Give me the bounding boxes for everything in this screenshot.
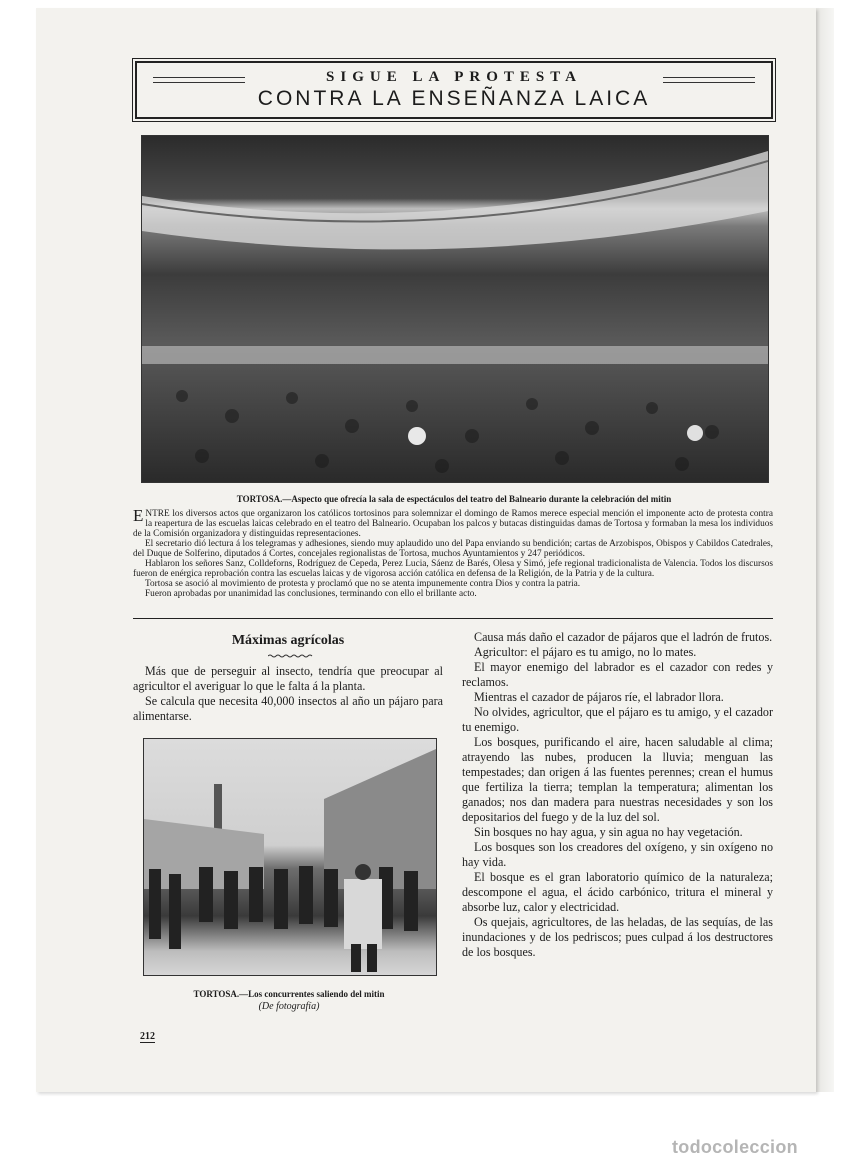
article-paragraph-3: Hablaron los señores Sanz, Colldeforns, Rodríguez de Cepeda, Perez Lucia, Sáenz de Barés, Olesa y Simó, jefe regional tradicionalista de Valencia. Todos los discursos fueron de enérgica reprobación contra las escuelas laicas y de vigorosa acción católica en defensa de la Religión, de la Patria y de la cultura. bbox=[133, 559, 773, 579]
crowd-leaving-photo bbox=[143, 738, 437, 976]
article-paragraph-1: ENTRE los diversos actos que organizaron los católicos tortosinos para solemnizar el domingo de Ramos merece especial mención el imponente acto de protesta contra la reapertura de las escuelas laicas celebrado en el teatro del Balneario. Ocupaban los palcos y butacas distinguidas damas de Tortosa y formaban la mesa los individuos de la Comisión organizadora y distinguidas representaciones. bbox=[133, 506, 773, 539]
maximas-left-column bbox=[133, 664, 443, 724]
headline-box bbox=[135, 61, 773, 119]
maximas-right-column bbox=[462, 630, 773, 960]
title-ornament bbox=[268, 654, 314, 658]
maxima-right-7: Sin bosques no hay agua, y sin agua no hay vegetación. bbox=[474, 825, 743, 839]
maxima-right-4: Mientras el cazador de pájaros ríe, el labrador llora. bbox=[474, 690, 724, 704]
maxima-right-1: Causa más daño el cazador de pájaros que el ladrón de frutos. bbox=[474, 630, 773, 644]
headline-line-2: CONTRA LA ENSEÑANZA LAICA bbox=[257, 87, 651, 110]
theatre-photo-sketch bbox=[142, 136, 768, 482]
maxima-right-5: No olvides, agricultor, que el pájaro es tu amigo, y el cazador tu enemigo. bbox=[462, 705, 773, 734]
watermark-logo: todocoleccion bbox=[672, 1137, 798, 1157]
maxima-right-6: Los bosques, purificando el aire, hacen saludable al clima; atrayendo las nubes, producen la lluvia; menguan las tempestades; dan origen á las fuentes perennes; crean el humus que fertiliza la tierra; templan la temperatura; alimentan los ganados; nos dan madera para nuestras necesidades y son los depositarios del fuego y de la luz del sol. bbox=[462, 735, 773, 824]
article-paragraph-5: Fueron aprobadas por unanimidad las conclusiones, terminando con ello el brillante acto. bbox=[145, 589, 477, 599]
maxima-right-8: Los bosques son los creadores del oxígeno, y sin oxígeno no hay vida. bbox=[462, 840, 773, 869]
article-paragraph-2: El secretario dió lectura á los telegramas y adhesiones, siendo muy aplaudido uno del Papa enviando su bendición; cartas de Arzobispos, Obispos y Cabildos Catedrales, del Duque de Solferino, diputados á Cortes, concejales regionalistas de Tortosa, muchos Ayuntamientos y 247 periódicos. bbox=[133, 539, 773, 559]
page-number: 212 bbox=[140, 1031, 155, 1042]
headline-line-1: SIGUE LA PROTESTA bbox=[326, 69, 582, 85]
protest-article bbox=[133, 506, 773, 599]
crowd-photo-caption: TORTOSA.—Los concurrentes saliendo del mitin bbox=[193, 989, 385, 999]
crowd-photo-sketch bbox=[144, 739, 436, 975]
maxima-left-1: Más que de perseguir al insecto, tendría que preocupar al agricultor el averiguar lo que le falta á la planta. bbox=[133, 664, 443, 693]
theatre-photo-caption: TORTOSA.—Aspecto que ofrecía la sala de espectáculos del teatro del Balneario durante la celebración del mitin bbox=[236, 494, 672, 504]
maxima-right-9: El bosque es el gran laboratorio químico de la naturaleza; descompone el agua, el ácido carbónico, tritura el mineral y absorbe luz, calor y electricidad. bbox=[462, 870, 773, 914]
drop-cap: E bbox=[133, 506, 144, 525]
theatre-audience-photo bbox=[141, 135, 769, 483]
maxima-right-2: Agricultor: el pájaro es tu amigo, no lo mates. bbox=[474, 645, 697, 659]
section-divider bbox=[133, 618, 773, 619]
maximas-title: Máximas agrícolas bbox=[231, 633, 345, 648]
crowd-photo-credit: (De fotografía) bbox=[258, 1001, 320, 1012]
maxima-right-3: El mayor enemigo del labrador es el cazador con redes y reclamos. bbox=[462, 660, 773, 689]
maxima-right-10: Os quejais, agricultores, de las heladas, de las sequías, de las inundaciones y de los pedriscos; pues culpad á los destructores de los bosques. bbox=[462, 915, 773, 959]
article-paragraph-4: Tortosa se asoció al movimiento de protesta y proclamó que no se atenta impunemente contra Dios y contra la patria. bbox=[145, 579, 581, 589]
maxima-left-2: Se calcula que necesita 40,000 insectos al año un pájaro para alimentarse. bbox=[133, 694, 443, 723]
